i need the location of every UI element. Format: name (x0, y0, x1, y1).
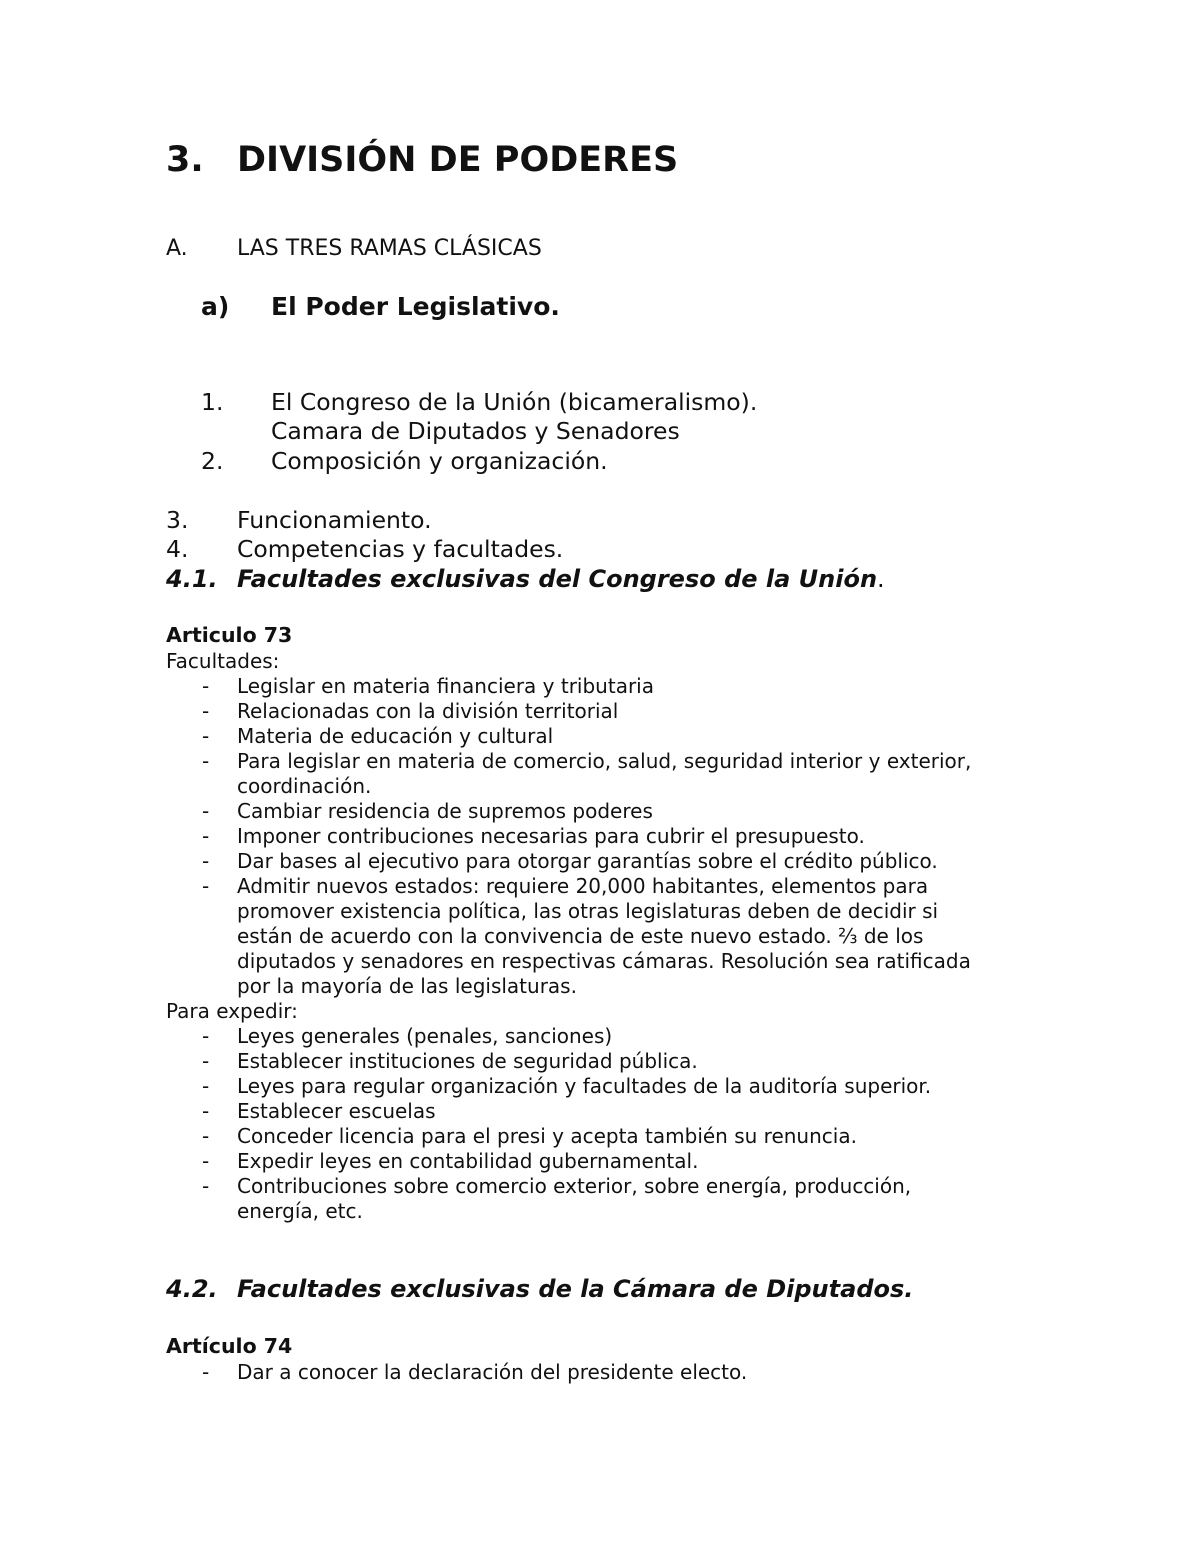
expedir-label: Para expedir: (166, 999, 298, 1023)
heading-number: 3. (166, 140, 204, 180)
list-item-number: 4. (166, 535, 189, 563)
section-4-1-number: 4.1. (166, 565, 218, 593)
facultades-label: Facultades: (166, 649, 280, 673)
list-item-text: Composición y organización. (271, 447, 608, 475)
section-a-marker: A. (166, 236, 188, 261)
list-item-text: Camara de Diputados y Senadores (271, 417, 680, 445)
list-item-text: Funcionamiento. (237, 506, 432, 534)
subsection-a-marker: a) (201, 292, 230, 321)
list-item-text: Competencias y facultades. (237, 535, 564, 563)
document-page: 3. DIVISIÓN DE PODERES A. LAS TRES RAMAS CLÁSICAS a) El Poder Legislativo. 1. El Congreso de la Unión (bicameralismo). Camara de Diputados y Senadores 2. Composición y organización. 3. Funcionamiento. 4. Competencias y facultades. 4.1. Facultades exclusivas del Congreso de la Unión. Articulo 73 Facultades: - Legislar en materia financiera y tributaria - Relacionadas con la división territorial - Materia de educación y cultural - Para legislar en materia de comercio, salud, seguridad interior y exterior, coordinación. - Cambiar residencia de supremos poderes - Imponer contribuciones necesarias para cubrir el presupuesto. - Dar bases al ejecutivo para otorgar garantías sobre el crédito público. - Admitir nuevos estados: requiere 20,000 habitantes, elementos para promover existencia política, las otras legislaturas deben de decidir si están de acuerdo con la convivencia de este nuevo estado. ⅔ de los diputados y senadores en respectivas cámaras. Resolución sea ratificada por la mayoría de las legislaturas. Para expedir: - Leyes generales (penales, sanciones) - Establecer instituciones de seguridad pública. - Leyes para regular organización y facultades de la auditoría superior. - Establecer escuelas - Conceder licencia para el presi y acepta también su renuncia. - Expedir leyes en contabilidad gubernamental. - Contribuciones sobre comercio exterior, sobre energía, producción, energía, etc. 4.2. Facultades exclusivas de la Cámara de Diputados. Artículo 74 - Dar a conocer la declaración del presidente electo. (166, 140, 972, 1384)
section-4-1-title: Facultades exclusivas del Congreso de la Unión. (237, 565, 885, 593)
page-title: DIVISIÓN DE PODERES (237, 140, 679, 180)
subsection-a-title: El Poder Legislativo. (271, 292, 560, 321)
list-item-text: El Congreso de la Unión (bicameralismo). (271, 388, 758, 416)
section-4-2-title: Facultades exclusivas de la Cámara de Diputados. (237, 1275, 914, 1303)
list-item-number: 1. (201, 388, 224, 416)
section-a-title: LAS TRES RAMAS CLÁSICAS (237, 236, 542, 261)
list-item-number: 2. (201, 447, 224, 475)
list-item-number: 3. (166, 506, 189, 534)
article-73-title: Articulo 73 (166, 623, 293, 647)
article-74-title: Artículo 74 (166, 1334, 293, 1358)
section-4-2-number: 4.2. (166, 1275, 218, 1303)
